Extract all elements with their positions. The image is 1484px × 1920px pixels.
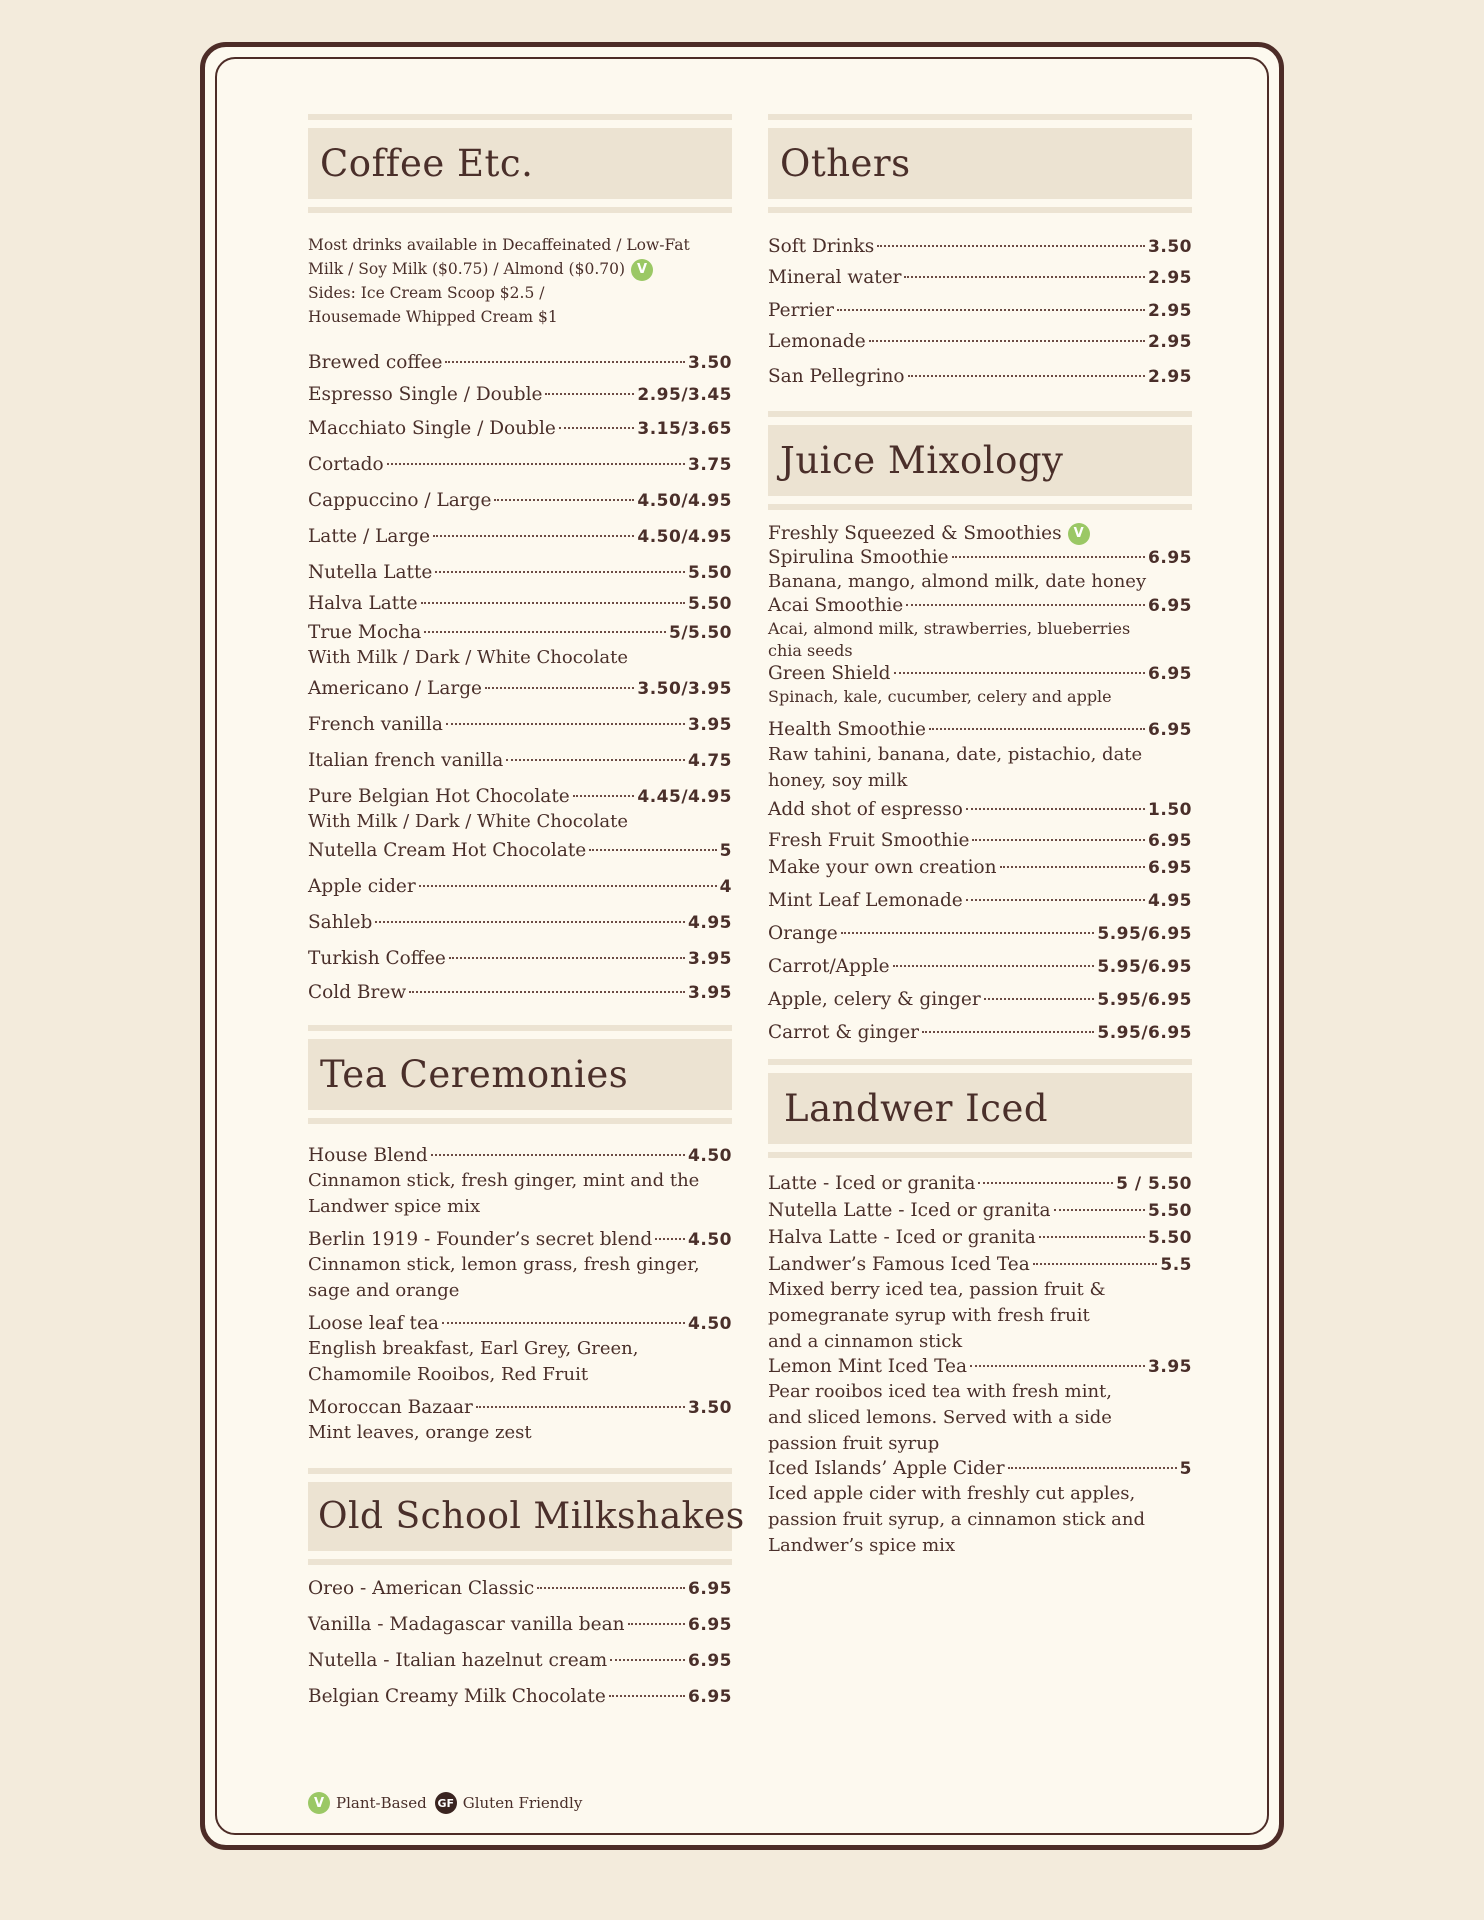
item-name: Italian french vanilla	[308, 750, 504, 771]
leader-dots	[435, 571, 685, 573]
leader-dots	[1008, 1467, 1177, 1469]
item-price: 1.50	[1148, 800, 1192, 820]
others-list	[768, 235, 1192, 389]
leader-dots	[929, 728, 1145, 730]
item-price: 3.50	[1148, 237, 1192, 257]
item-name: Nutella Latte - Iced or granita	[768, 1200, 1051, 1221]
menu-item	[308, 1396, 732, 1420]
menu-item	[308, 713, 732, 737]
item-price: 4.95	[1148, 891, 1192, 911]
menu-item	[308, 1228, 732, 1252]
item-name: Brewed coffee	[308, 352, 443, 373]
left-column	[308, 114, 745, 1709]
menu-item	[768, 856, 1192, 880]
item-price: 4.50/4.95	[637, 491, 732, 511]
coffee-note	[308, 233, 732, 329]
legend-gluten-friendly	[435, 1792, 583, 1814]
leader-dots	[628, 1623, 686, 1625]
leader-dots	[1000, 866, 1145, 868]
item-description: sage and orange	[308, 1280, 460, 1301]
item-description: Pear rooibos iced tea with fresh mint, and sliced lemons. Served with a side passion fruit syrup	[768, 1381, 1112, 1454]
leader-dots	[506, 759, 685, 761]
menu-item	[308, 1312, 732, 1336]
leader-dots	[966, 808, 1145, 810]
menu-item	[768, 546, 1192, 570]
item-description: With Milk / Dark / White Chocolate	[308, 811, 628, 832]
menu-item	[308, 677, 732, 701]
menu-item	[768, 1199, 1192, 1223]
item-name: Orange	[768, 923, 838, 944]
item-price: 3.50	[688, 353, 732, 373]
item-price: 4.45/4.95	[637, 787, 732, 807]
item-name: Latte - Iced or granita	[768, 1173, 976, 1194]
leader-dots	[445, 361, 685, 363]
item-description: English breakfast, Earl Grey, Green,	[308, 1338, 639, 1359]
item-description: Mint leaves, orange zest	[308, 1422, 532, 1443]
item-price: 3.95	[688, 715, 732, 735]
item-name: Sahleb	[308, 912, 373, 933]
leader-dots	[970, 1365, 1145, 1367]
item-price: 3.95	[688, 949, 732, 969]
leader-dots	[421, 602, 685, 604]
menu-item	[308, 1144, 732, 1168]
menu-item	[308, 839, 732, 863]
menu-item	[308, 1577, 732, 1601]
legend-plant-based-label: Plant-Based	[336, 1794, 427, 1812]
menu-item	[308, 525, 732, 549]
leader-dots	[1054, 1209, 1145, 1211]
menu-item	[768, 955, 1192, 979]
item-name: Cortado	[308, 454, 384, 475]
leader-dots	[609, 1695, 685, 1697]
item-description: Iced apple cider with freshly cut apples, passion fruit syrup, a cinnamon stick and Landwer’s spice mix	[768, 1483, 1145, 1556]
leader-dots	[589, 849, 716, 851]
item-price: 2.95	[1148, 367, 1192, 387]
menu-item	[308, 749, 732, 773]
item-price: 5.50	[1148, 1228, 1192, 1248]
item-price: 2.95	[1148, 332, 1192, 352]
leader-dots	[375, 921, 685, 923]
menu-item	[768, 266, 1192, 290]
menu-item	[308, 1685, 732, 1709]
leader-dots	[1039, 1236, 1145, 1238]
others-section-header	[768, 114, 1192, 213]
item-name: Carrot/Apple	[768, 956, 890, 977]
item-description: Chamomile Rooibos, Red Fruit	[308, 1364, 589, 1385]
menu-item	[768, 922, 1192, 946]
item-name: Halva Latte	[308, 593, 418, 614]
item-price: 2.95	[1148, 268, 1192, 288]
leader-dots	[431, 1154, 685, 1156]
tea-section-header	[308, 1025, 732, 1124]
item-name: True Mocha	[308, 622, 422, 643]
item-name: Oreo - American Classic	[308, 1578, 535, 1599]
item-name: San Pellegrino	[768, 366, 905, 387]
leader-dots	[877, 245, 1145, 247]
item-description: Mixed berry iced tea, passion fruit & pomegranate syrup with fresh fruit and a cinnamon stick	[768, 1279, 1106, 1352]
item-price: 2.95	[1148, 301, 1192, 321]
item-name: Macchiato Single / Double	[308, 418, 556, 439]
item-name: Iced Islands’ Apple Cider	[768, 1458, 1005, 1479]
item-price: 6.95	[688, 1615, 732, 1635]
menu-item	[308, 351, 732, 375]
item-price: 6.95	[1148, 548, 1192, 568]
item-name: Soft Drinks	[768, 236, 875, 257]
item-price: 4.50	[688, 1314, 732, 1334]
menu-item	[768, 1457, 1192, 1481]
item-price: 4.95	[688, 913, 732, 933]
menu-item	[768, 1226, 1192, 1250]
plant-based-icon: V	[631, 259, 653, 281]
leader-dots	[978, 1182, 1113, 1184]
item-price: 3.95	[688, 983, 732, 1003]
menu-item	[768, 235, 1192, 259]
item-price: 4.50	[688, 1230, 732, 1250]
leader-dots	[573, 795, 635, 797]
menu-item	[308, 1649, 732, 1673]
leader-dots	[893, 965, 1095, 967]
plant-based-icon: V	[1068, 523, 1090, 545]
menu-item	[308, 911, 732, 935]
menu-item	[308, 875, 732, 899]
tea-list	[308, 1144, 732, 1446]
menu-item	[308, 592, 732, 616]
coffee-section-header	[308, 114, 732, 213]
item-name: Pure Belgian Hot Chocolate	[308, 786, 570, 807]
iced-list	[768, 1172, 1192, 1559]
item-name: Vanilla - Madagascar vanilla bean	[308, 1614, 625, 1635]
item-name: Belgian Creamy Milk Chocolate	[308, 1686, 606, 1707]
coffee-list	[308, 351, 732, 1005]
item-price: 6.95	[1148, 664, 1192, 684]
item-price: 4.75	[688, 751, 732, 771]
item-name: Nutella Latte	[308, 562, 433, 583]
menu-item	[308, 453, 732, 477]
leader-dots	[904, 276, 1145, 278]
item-description: Raw tahini, banana, date, pistachio, date honey, soy milk	[768, 744, 1143, 791]
item-description: Acai, almond milk, strawberries, blueberries chia seeds	[768, 619, 1131, 660]
item-name: Landwer’s Famous Iced Tea	[768, 1254, 1030, 1275]
item-price: 3.75	[688, 455, 732, 475]
item-name: Turkish Coffee	[308, 948, 446, 969]
coffee-section-title: Coffee Etc.	[308, 128, 732, 199]
item-price: 3.95	[1148, 1357, 1192, 1377]
menu-item	[768, 299, 1192, 323]
item-name: Lemonade	[768, 331, 866, 352]
item-name: Mint Leaf Lemonade	[768, 890, 963, 911]
milkshakes-section-title: Old School Milkshakes	[308, 1482, 732, 1551]
item-price: 5/5.50	[669, 623, 732, 643]
item-price: 5 / 5.50	[1116, 1174, 1192, 1194]
item-name: Nutella - Italian hazelnut cream	[308, 1650, 608, 1671]
leader-dots	[424, 631, 666, 633]
menu-item	[768, 330, 1192, 354]
menu-item	[308, 417, 732, 441]
others-section-title: Others	[768, 128, 1192, 199]
item-price: 4	[719, 877, 732, 897]
menu-item	[768, 829, 1192, 853]
juice-section-title: Juice Mixology	[768, 425, 1192, 496]
coffee-note-line: Most drinks available in Decaffeinated / Low-Fat	[308, 236, 690, 254]
item-name: Loose leaf tea	[308, 1313, 439, 1334]
item-name: Cappuccino / Large	[308, 490, 492, 511]
gluten-friendly-icon: GF	[435, 1792, 457, 1814]
leader-dots	[952, 556, 1145, 558]
menu-item	[768, 365, 1192, 389]
menu-item	[308, 785, 732, 809]
item-price: 3.15/3.65	[637, 419, 732, 439]
item-name: Fresh Fruit Smoothie	[768, 830, 970, 851]
milkshakes-list	[308, 1577, 732, 1709]
leader-dots	[1033, 1263, 1158, 1265]
item-name: Nutella Cream Hot Chocolate	[308, 840, 587, 861]
leader-dots	[494, 499, 634, 501]
leader-dots	[559, 427, 635, 429]
menu-item	[768, 718, 1192, 742]
item-price: 6.95	[1148, 831, 1192, 851]
item-name: French vanilla	[308, 714, 443, 735]
menu-item	[308, 1613, 732, 1637]
item-name: Spirulina Smoothie	[768, 547, 949, 568]
leader-dots	[972, 839, 1145, 841]
item-price: 5.5	[1160, 1255, 1192, 1275]
item-price: 3.50	[688, 1398, 732, 1418]
item-description: Banana, mango, almond milk, date honey	[768, 571, 1147, 592]
menu-item	[308, 561, 732, 585]
item-name: Acai Smoothie	[768, 595, 904, 616]
item-name: Health Smoothie	[768, 719, 926, 740]
item-price: 6.95	[1148, 858, 1192, 878]
menu-item	[768, 1355, 1192, 1379]
menu-item	[308, 947, 732, 971]
menu-item	[768, 988, 1192, 1012]
menu-item	[768, 1021, 1192, 1045]
item-price: 5	[719, 841, 732, 861]
juice-list	[768, 522, 1192, 1045]
item-description: Landwer spice mix	[308, 1196, 481, 1217]
item-price: 6.95	[1148, 596, 1192, 616]
item-name: Cold Brew	[308, 982, 407, 1003]
iced-section-header	[768, 1059, 1192, 1158]
leader-dots	[409, 991, 685, 993]
item-name: Americano / Large	[308, 678, 482, 699]
menu-item	[768, 1172, 1192, 1196]
iced-section-title: Landwer Iced	[768, 1073, 1192, 1144]
menu-item	[768, 889, 1192, 913]
item-price: 4.50/4.95	[637, 527, 732, 547]
leader-dots	[537, 1587, 685, 1589]
leader-dots	[449, 957, 685, 959]
menu-item	[768, 1253, 1192, 1277]
menu-item	[768, 594, 1192, 618]
item-description: Cinnamon stick, fresh ginger, mint and the	[308, 1170, 700, 1191]
leader-dots	[610, 1659, 685, 1661]
item-name: Green Shield	[768, 663, 891, 684]
item-name: Berlin 1919 - Founder’s secret blend	[308, 1229, 653, 1250]
item-price: 5.95/6.95	[1097, 924, 1192, 944]
juice-section-header	[768, 411, 1192, 510]
leader-dots	[869, 340, 1145, 342]
tea-section-title: Tea Ceremonies	[308, 1039, 732, 1110]
juice-subhead-text: Freshly Squeezed & Smoothies	[768, 523, 1062, 544]
item-name: Lemon Mint Iced Tea	[768, 1356, 968, 1377]
menu-item	[768, 798, 1192, 822]
leader-dots	[908, 375, 1146, 377]
leader-dots	[894, 672, 1146, 674]
item-name: Mineral water	[768, 267, 902, 288]
leader-dots	[476, 1406, 685, 1408]
item-name: Moroccan Bazaar	[308, 1397, 473, 1418]
item-name: Apple, celery & ginger	[768, 989, 981, 1010]
leader-dots	[655, 1238, 685, 1240]
juice-subhead	[768, 522, 1192, 546]
leader-dots	[984, 998, 1095, 1000]
leader-dots	[922, 1031, 1094, 1033]
item-name: Make your own creation	[768, 857, 997, 878]
item-name: Apple cider	[308, 876, 416, 897]
item-name: Latte / Large	[308, 526, 431, 547]
plant-based-icon: V	[308, 1792, 330, 1814]
milkshakes-section-header	[308, 1468, 745, 1565]
leader-dots	[841, 932, 1095, 934]
coffee-note-line: Sides: Ice Cream Scoop $2.5 /	[308, 284, 545, 302]
item-description: With Milk / Dark / White Chocolate	[308, 647, 628, 668]
dietary-legend	[308, 1792, 590, 1814]
menu-item	[768, 662, 1192, 686]
legend-gluten-friendly-label: Gluten Friendly	[462, 1794, 583, 1812]
leader-dots	[442, 1322, 685, 1324]
item-price: 5.50	[1148, 1201, 1192, 1221]
item-price: 6.95	[688, 1687, 732, 1707]
item-name: Add shot of espresso	[768, 799, 963, 820]
legend-plant-based	[308, 1792, 427, 1814]
leader-dots	[433, 535, 634, 537]
item-name: Carrot & ginger	[768, 1022, 919, 1043]
leader-dots	[419, 885, 717, 887]
menu-item	[308, 621, 732, 645]
item-price: 6.95	[1148, 720, 1192, 740]
leader-dots	[545, 393, 634, 395]
item-description: Spinach, kale, cucumber, celery and apple	[768, 687, 1112, 706]
item-price: 5.95/6.95	[1097, 990, 1192, 1010]
item-price: 5.50	[688, 594, 732, 614]
item-price: 5	[1179, 1459, 1192, 1479]
menu-item	[308, 383, 732, 407]
item-name: Espresso Single / Double	[308, 384, 543, 405]
coffee-note-line	[308, 257, 732, 281]
item-price: 2.95/3.45	[637, 385, 732, 405]
right-column	[768, 114, 1192, 1559]
leader-dots	[906, 604, 1145, 606]
leader-dots	[966, 899, 1145, 901]
item-price: 6.95	[688, 1579, 732, 1599]
item-price: 5.50	[688, 563, 732, 583]
item-name: Perrier	[768, 300, 834, 321]
item-name: House Blend	[308, 1145, 428, 1166]
menu-item	[308, 489, 732, 513]
item-name: Halva Latte - Iced or granita	[768, 1227, 1036, 1248]
item-price: 5.95/6.95	[1097, 1023, 1192, 1043]
item-price: 3.50/3.95	[637, 679, 732, 699]
leader-dots	[446, 723, 685, 725]
item-description: Cinnamon stick, lemon grass, fresh ginger,	[308, 1254, 700, 1275]
coffee-note-line: Housemade Whipped Cream $1	[308, 308, 558, 326]
leader-dots	[387, 463, 685, 465]
coffee-note-text: Milk / Soy Milk ($0.75) / Almond ($0.70)	[308, 260, 626, 278]
item-price: 6.95	[688, 1651, 732, 1671]
menu-item	[308, 981, 732, 1005]
item-price: 4.50	[688, 1146, 732, 1166]
leader-dots	[485, 687, 634, 689]
item-price: 5.95/6.95	[1097, 957, 1192, 977]
leader-dots	[837, 309, 1145, 311]
